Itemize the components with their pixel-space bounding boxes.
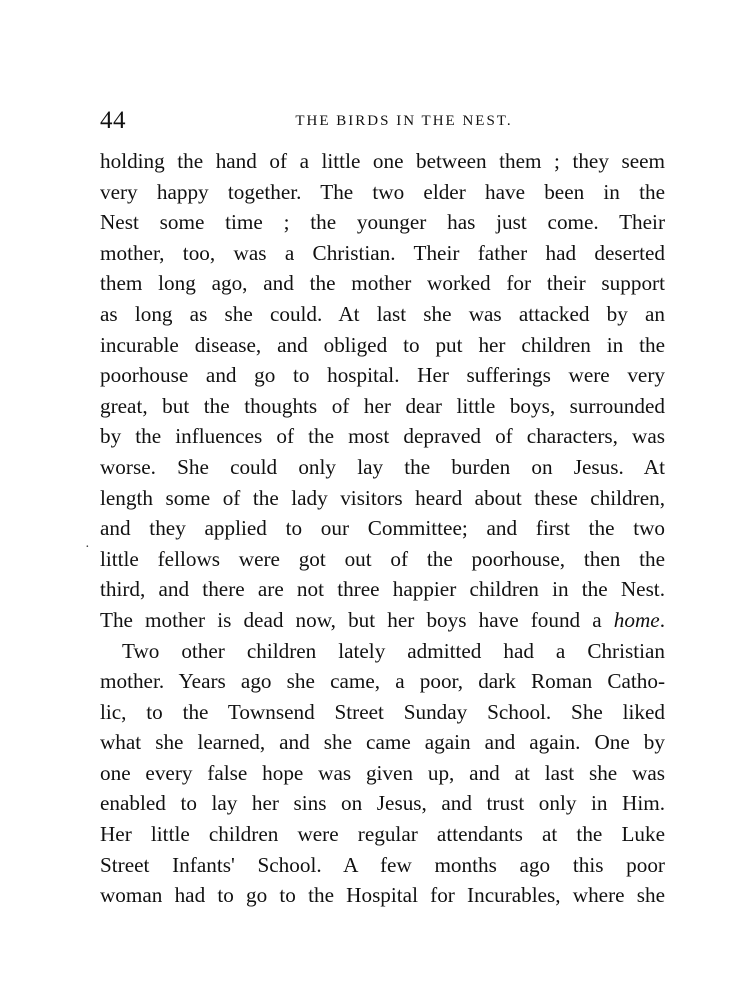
running-title: THE BIRDS IN THE NEST. xyxy=(295,113,513,129)
body-text xyxy=(100,146,665,911)
text-line: Two other children lately admitted had a Christian xyxy=(122,638,665,663)
margin-mark: · xyxy=(85,540,90,555)
text-line: mother, too, was a Christian. Their father had deserted xyxy=(100,240,665,265)
text-line: little fellows were got out of the poorhouse, then the xyxy=(100,546,665,571)
text-fragment: . xyxy=(659,607,665,632)
text-line: worse. She could only lay the burden on Jesus. At xyxy=(100,454,665,479)
text-line: third, and there are not three happier children in the Nest. xyxy=(100,577,665,602)
text-line: lic, to the Townsend Street Sunday School. She liked xyxy=(100,699,665,724)
text-line: very happy together. The two elder have been in the xyxy=(100,179,665,204)
text-line: holding the hand of a little one between them ; they seem xyxy=(100,149,665,173)
text-line: poorhouse and go to hospital. Her sufferings were very xyxy=(100,363,665,388)
text-line: Her little children were regular attendants at the Luke xyxy=(100,822,665,847)
text-line: length some of the lady visitors heard about these children, xyxy=(100,485,665,510)
text-line: great, but the thoughts of her dear little boys, surrounded xyxy=(100,393,665,418)
text-line: as long as she could. At last she was attacked by an xyxy=(100,301,665,326)
text-line xyxy=(100,605,665,636)
text-line: by the influences of the most depraved of characters, was xyxy=(100,424,665,449)
text-line: Street Infants' School. A few months ago this poor xyxy=(100,852,665,877)
text-line: incurable disease, and obliged to put her children in the xyxy=(100,332,665,357)
text-line: woman had to go to the Hospital for Incurables, where she xyxy=(100,883,665,908)
text-line: and they applied to our Committee; and first the two xyxy=(100,516,665,541)
text-line: enabled to lay her sins on Jesus, and trust only in Him. xyxy=(100,791,665,816)
text-line: what she learned, and she came again and again. One by xyxy=(100,730,665,755)
page-header xyxy=(100,104,668,138)
text-line: mother. Years ago she came, a poor, dark Roman Catho- xyxy=(100,669,665,694)
text-fragment: The mother is dead now, but her boys have found a xyxy=(100,607,614,632)
text-line: one every false hope was given up, and at last she was xyxy=(100,760,665,785)
text-line: them long ago, and the mother worked for their support xyxy=(100,271,665,296)
page-number: 44 xyxy=(100,107,126,134)
text-line: Nest some time ; the younger has just come. Their xyxy=(100,210,665,235)
emphasized-word: home xyxy=(613,607,660,632)
